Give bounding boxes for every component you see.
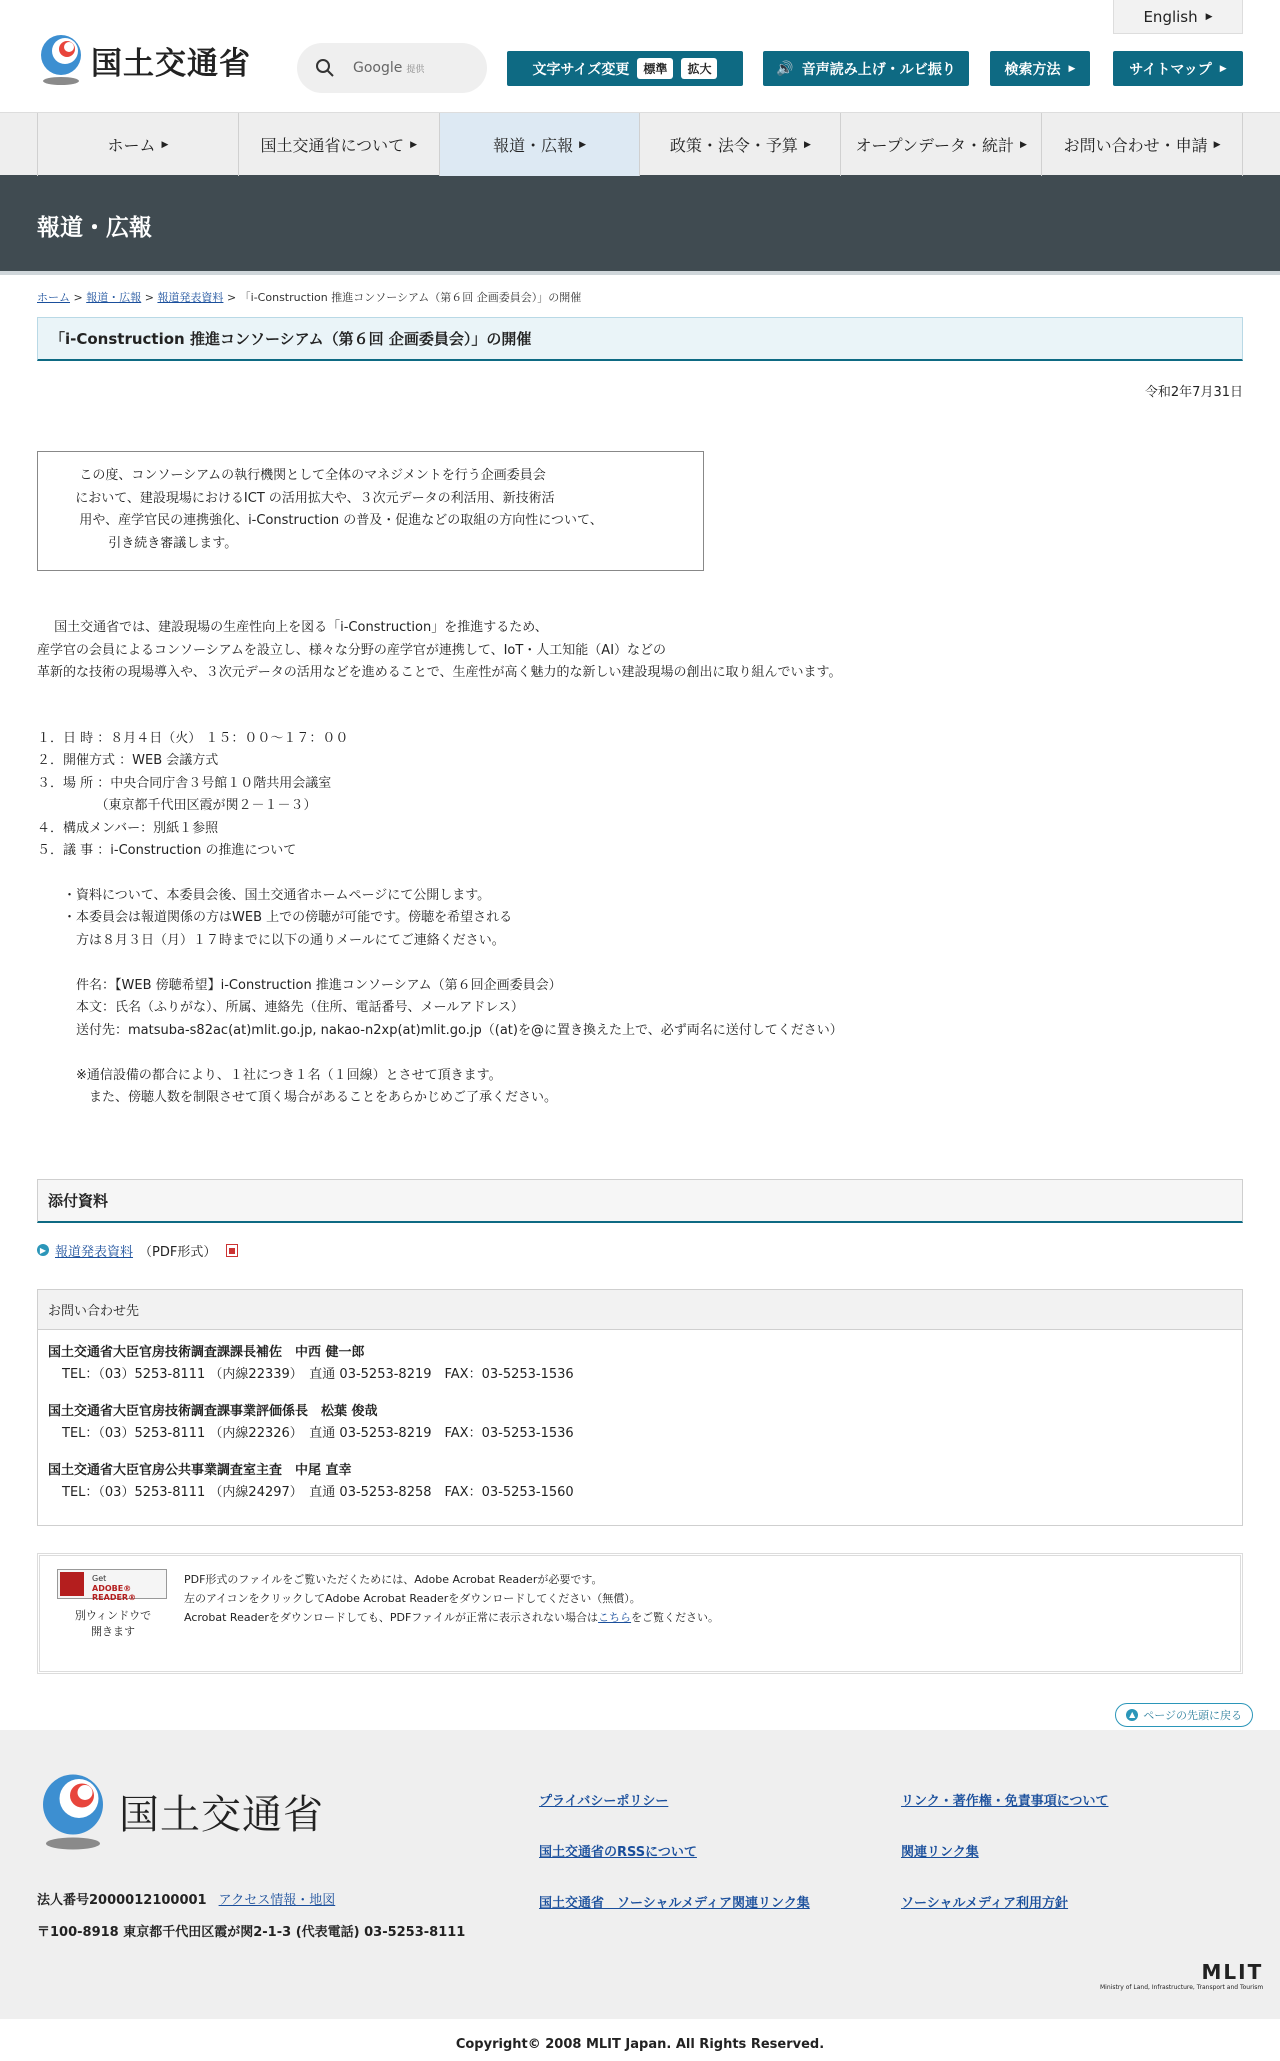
triangle-right-icon: ▶	[161, 139, 169, 150]
breadcrumb-release[interactable]: 報道発表資料	[157, 291, 224, 304]
speaker-icon: 🔊	[776, 60, 794, 77]
nav-label: 国土交通省について	[260, 136, 405, 155]
contact-name: 国土交通省大臣官房公共事業調査室主査 中尾 直幸	[48, 1462, 352, 1478]
breadcrumb-home[interactable]: ホーム	[37, 291, 70, 304]
pdf-icon	[226, 1244, 238, 1257]
circle-arrow-icon: ▶	[37, 1244, 49, 1256]
footer-links-col2	[901, 1790, 1108, 1943]
nav-label: 政策・法令・予算	[669, 136, 798, 155]
privacy-policy-link[interactable]: プライバシーポリシー	[539, 1793, 669, 1809]
contact-tel: TEL：（03）5253-8111 （内線22326） 直通 03-5253-8219 FAX：03-5253-1536	[62, 1425, 574, 1441]
detail-line: ２．開催方式 ：WEB 会議方式	[37, 753, 219, 768]
mlit-text: MLIT	[1201, 1959, 1264, 1984]
acrobat-notice	[37, 1553, 1243, 1674]
publish-date: 令和2年7月31日	[1144, 385, 1243, 400]
detail-line: ３．場 所 ：中央合同庁舎３号館１０階共用会議室	[37, 775, 332, 791]
rss-link[interactable]: 国土交通省のRSSについて	[539, 1844, 697, 1860]
summary-line: において、建設現場におけるICT の活用拡大や、３次元データの利活用、新技術活	[38, 490, 555, 506]
intro-line: 国土交通省では、建設現場の生産性向上を図る「i-Construction」を推進するため、	[37, 620, 548, 635]
acrobat-line	[184, 1608, 719, 1627]
meeting-details	[37, 728, 1243, 863]
sitemap-button[interactable]	[1113, 51, 1243, 86]
note-line: また、傍聴人数を制限させて頂く場合があることをあらかじめご了承ください。	[37, 1090, 558, 1105]
page-top-label: ページの先頭に戻る	[1143, 1708, 1242, 1722]
detail-line: ５．議 事 ：i-Construction の推進について	[37, 843, 297, 858]
contact-tel: TEL：（03）5253-8111 （内線22339） 直通 03-5253-8219 FAX：03-5253-1536	[62, 1366, 574, 1382]
global-nav	[0, 112, 1280, 175]
font-large-button[interactable]: 拡大	[681, 58, 717, 79]
page-top-button[interactable]	[1115, 1703, 1253, 1727]
triangle-right-icon: ▶	[1068, 63, 1076, 74]
copyright-link[interactable]: リンク・著作権・免責事項について	[901, 1793, 1109, 1809]
triangle-right-icon: ▶	[1205, 11, 1213, 22]
nav-label: 報道・広報	[493, 136, 574, 155]
nav-label: お問い合わせ・申請	[1063, 136, 1208, 155]
footer-logo-text: 国土交通省	[119, 1792, 324, 1838]
logo-text: 国土交通省	[91, 45, 251, 82]
caption-line: 別ウィンドウで	[74, 1608, 152, 1622]
triangle-right-icon: ▶	[1219, 63, 1227, 74]
sitemap-label: サイトマップ	[1129, 61, 1212, 78]
nav-item-opendata[interactable]	[840, 113, 1041, 176]
social-media-policy-link[interactable]: ソーシャルメディア利用方針	[901, 1895, 1069, 1911]
english-link[interactable]	[1113, 0, 1243, 34]
contact-tel: TEL：（03）5253-8111 （内線24297） 直通 03-5253-8258 FAX：03-5253-1560	[62, 1484, 574, 1500]
triangle-right-icon: ▶	[1020, 139, 1027, 150]
search-box[interactable]	[297, 43, 487, 93]
section-banner	[0, 175, 1280, 271]
nav-item-policy[interactable]	[639, 113, 840, 176]
breadcrumb-separator: >	[226, 291, 237, 304]
acrobat-text-post: をご覧ください。	[631, 1610, 720, 1624]
mlit-logo-icon	[37, 1770, 109, 1854]
english-label: English	[1143, 7, 1198, 26]
footer-logo[interactable]	[37, 1770, 324, 1854]
font-normal-button[interactable]: 標準	[637, 58, 673, 79]
summary-line: 引き続き審議します。	[38, 535, 238, 551]
summary-line: この度、コンソーシアムの執行機関として全体のマネジメントを行う企画委員会	[38, 468, 546, 483]
attachment-item	[37, 1241, 1243, 1260]
site-header	[0, 0, 1280, 112]
acrobat-text-pre: Acrobat Readerをダウンロードしても、PDFファイルが正常に表示されない場合は	[184, 1610, 599, 1624]
search-input[interactable]: Google 提供	[353, 60, 425, 76]
related-links-link[interactable]: 関連リンク集	[901, 1844, 979, 1860]
footer-info	[37, 1885, 465, 1949]
contact-name: 国土交通省大臣官房技術調査課課長補佐 中西 健一郎	[48, 1344, 365, 1360]
adobe-reader-icon	[60, 1572, 84, 1596]
site-footer	[0, 1730, 1280, 2019]
contact-box	[37, 1289, 1243, 1526]
font-size-control	[507, 51, 743, 86]
note-line: ※通信設備の都合により、１社につき１名（１回線）とさせて頂きます。	[37, 1067, 502, 1083]
summary-line: 用や、産学官民の連携強化、i-Construction の普及・促進などの取組の方向性について、	[38, 513, 603, 528]
main-content	[37, 289, 1243, 1727]
corp-number-row	[37, 1885, 465, 1917]
breadcrumb-separator: >	[144, 291, 154, 304]
search-method-button[interactable]	[990, 51, 1090, 86]
social-media-links-link[interactable]: 国土交通省 ソーシャルメディア関連リンク集	[539, 1895, 810, 1911]
contact-list	[38, 1330, 1242, 1525]
get-adobe-reader-button[interactable]	[57, 1569, 167, 1602]
note-line: 方は８月３日（月）１７時までに以下の通りメールにてご連絡ください。	[37, 932, 505, 948]
note-line: 送付先：matsuba-s82ac(at)mlit.go.jp, nakao-n2xp(at)mlit.go.jp（(at)を@に置き換えた上で、必ず両名に送付してください）	[37, 1022, 843, 1038]
mlit-wordmark	[1100, 1960, 1263, 1991]
nav-label: ホーム	[107, 136, 156, 155]
pagetop-wrap	[37, 1703, 1253, 1727]
detail-line: １．日 時 ：８月４日（火） １５：００～１７：００	[37, 730, 349, 746]
intro-line: 革新的な技術の現場導入や、３次元データの活用などを進めることで、生産性が高く魅力的な新しい建設現場の創出に取り組んでいます。	[37, 665, 842, 680]
mlit-subtext: Ministry of Land, Infrastructure, Transport and Tourism	[1100, 1983, 1264, 1991]
note-line: ・資料について、本委員会後、国土交通省ホームページにて公開します。	[37, 887, 491, 903]
acrobat-line: 左のアイコンをクリックしてAdobe Acrobat Readerをダウンロードしてください（無償）。	[184, 1591, 641, 1605]
note-line: ・本委員会は報道関係の方はWEB 上での傍聴が可能です。傍聴を希望される	[37, 910, 513, 925]
page-title: 「i-Construction 推進コンソーシアム（第６回 企画委員会）」の開催	[37, 317, 1243, 361]
nav-label: オープンデータ・統計	[855, 136, 1015, 155]
get-label: Get	[92, 1573, 107, 1583]
note-line: 本文：氏名（ふりがな）、所属、連絡先（住所、電話番号、メールアドレス）	[37, 1000, 524, 1015]
acrobat-text	[184, 1570, 719, 1627]
note-line: 件名：【WEB 傍聴希望】i-Construction 推進コンソーシアム（第６回企画委員会）	[37, 977, 562, 993]
press-release-pdf-link[interactable]: 報道発表資料	[55, 1244, 134, 1260]
summary-box	[37, 451, 704, 571]
address: 〒100-8918 東京都千代田区霞が関2-1-3 (代表電話) 03-5253-8111	[37, 1924, 466, 1940]
triangle-right-icon: ▶	[410, 139, 418, 150]
new-window-caption	[68, 1608, 158, 1640]
file-format: （PDF形式）	[139, 1244, 217, 1260]
nav-item-about[interactable]	[238, 113, 439, 176]
footer-links-col1	[539, 1790, 810, 1943]
voice-label: 音声読み上げ・ルビ振り	[801, 61, 956, 78]
triangle-right-icon: ▶	[579, 139, 587, 150]
search-icon	[315, 58, 335, 78]
note-line	[37, 1042, 1243, 1065]
access-link[interactable]: アクセス情報・地図	[218, 1892, 336, 1908]
breadcrumb-current: 「i-Construction 推進コンソーシアム（第６回 企画委員会）」の開催	[239, 291, 582, 304]
breadcrumb-separator: >	[73, 291, 83, 304]
nav-item-contact[interactable]	[1041, 113, 1243, 176]
meeting-notes	[37, 885, 1243, 1110]
acrobat-help-link[interactable]: こちら	[598, 1610, 632, 1624]
section-title: 報道・広報	[37, 215, 152, 241]
triangle-right-icon: ▶	[1213, 139, 1221, 150]
breadcrumb-press[interactable]: 報道・広報	[86, 291, 142, 304]
mlit-logo-icon	[37, 33, 85, 87]
nav-item-home[interactable]	[37, 113, 238, 176]
search-method-label: 検索方法	[1004, 61, 1061, 78]
triangle-right-icon: ▶	[803, 139, 811, 150]
nav-item-press[interactable]	[439, 113, 640, 176]
caption-line: 開きます	[91, 1624, 135, 1638]
note-line	[37, 952, 1243, 975]
attachments-heading: 添付資料	[37, 1179, 1243, 1223]
voice-button[interactable]	[763, 51, 969, 86]
reader-label: ADOBE® READER®	[92, 1583, 137, 1602]
arrow-up-icon: ▲	[1126, 1709, 1138, 1721]
intro-text	[37, 617, 1243, 685]
copyright: Copyright© 2008 MLIT Japan. All Rights Reserved.	[455, 2036, 825, 2052]
banner-divider	[0, 271, 1280, 275]
detail-line: ４．構成メンバー：別紙１参照	[37, 820, 219, 836]
intro-line: 産学官の会員によるコンソーシアムを設立し、様々な分野の産学官が連携して、IoT・人工知能（AI）などの	[37, 642, 667, 658]
detail-line: （東京都千代田区霞が関２－１－３）	[37, 798, 317, 813]
acrobat-line: PDF形式のファイルをご覧いただくためには、Adobe Acrobat Readerが必要です。	[184, 1572, 603, 1586]
corp-number: 法人番号2000012100001	[37, 1892, 207, 1908]
font-size-label: 文字サイズ変更	[532, 61, 630, 78]
contact-name: 国土交通省大臣官房技術調査課事業評価係長 松葉 俊哉	[48, 1403, 378, 1419]
breadcrumb	[37, 289, 1243, 305]
site-logo[interactable]	[37, 33, 251, 87]
contact-heading: お問い合わせ先	[38, 1290, 1242, 1330]
